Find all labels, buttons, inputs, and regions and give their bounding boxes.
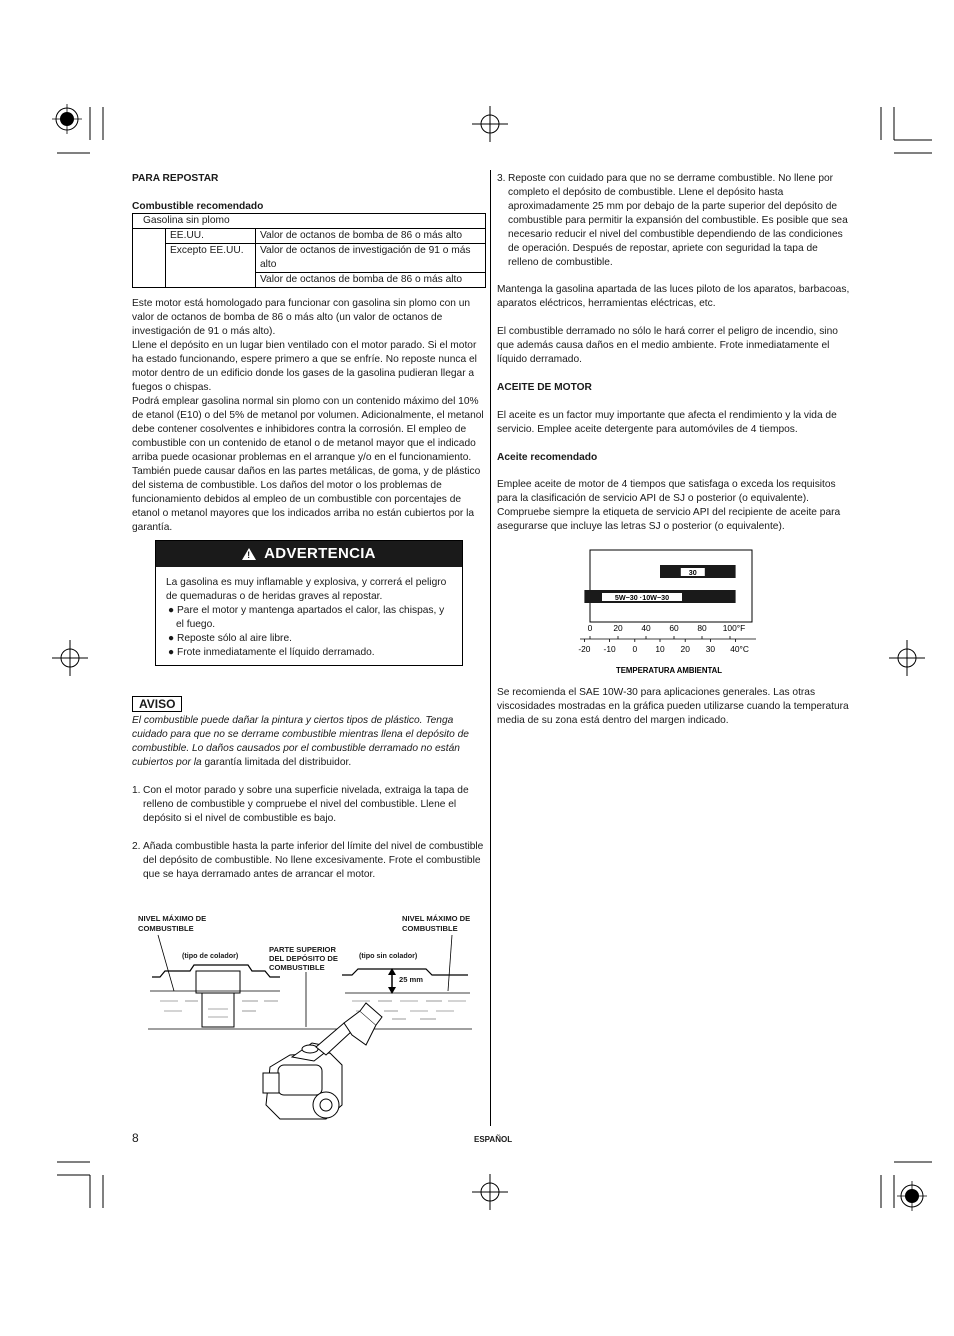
figure-label-tank-top-2: DEL DEPÓSITO DE [269,954,338,963]
tick-label-c: 20 [680,644,690,654]
paragraph-oil-final: Se recomienda el SAE 10W-30 para aplicaciones generales. Las otras viscosidades mostradas en la gráfica pueden utilizarse cuando la temperatura media de su zona está dentro del margen indicado. [497,687,849,726]
oil-bar-label-1: 5W−30 ·10W−30 [614,593,670,602]
paragraph-ventilation: Llene el depósito en un lugar bien ventilado con el motor parado. Si el motor ha estado funcionando, espere primero a que se enfríe. No reposte nunca el motor dentro de un edificio donde los gases de la gasolina pudieran llegar a fuegos o chispas. [132,340,477,393]
tick-label-f: 60 [669,623,679,633]
tick-label-f: 20 [613,623,623,633]
chart-frame [590,550,752,622]
paragraph-homologation: Este motor está homologado para funcionar con gasolina sin plomo con un valor de octanos de bomba de 86 o más alto (un valor de octanos de investigación de 91 o más alto). [132,298,471,337]
tick-label-c: -10 [603,644,616,654]
figure-label-25mm: 25 mm [399,975,424,984]
tick-label-c: 40°C [730,644,749,654]
column-divider [490,170,491,1126]
page-number: 8 [132,1131,139,1145]
table-cell: Valor de octanos de investigación de 91 o más alto [256,244,486,273]
engine-illustration [263,1003,382,1119]
step-1: 1. Con el motor parado y sobre una superficie nivelada, extraiga la tapa de relleno de combustible y compruebe el nivel del combustible. Llene el depósito si el nivel de combustible es bajo. [132,785,469,824]
warning-intro: La gasolina es muy inflamable y explosiva, y correrá el peligro de quemaduras o de heridas graves al repostar. [166,577,447,602]
tick-label-f: 0 [587,623,593,633]
table-cell: Valor de octanos de bomba de 86 o más alto [256,229,486,244]
registration-target-top-left [52,104,82,134]
figure-label-tank-top-3: COMBUSTIBLE [269,963,325,972]
warning-triangle-icon: ! [242,548,256,560]
fuel-level-figure [130,905,488,1130]
warning-list [166,604,452,660]
warning-body [156,567,462,660]
subheading-recommended-fuel: Combustible recomendado [132,201,264,212]
25mm-arrow [388,968,396,994]
footer-language: ESPAÑOL [474,1135,513,1144]
table-cell: Valor de octanos de bomba de 86 o más alto [256,273,486,288]
paragraph-oil: El aceite es un factor muy importante que afecta el rendimiento y la vida de servicio. Emplee aceite detergente para automóviles de 4 tiempos. [497,410,837,435]
tick-label-c: 30 [705,644,716,654]
table-cell: Excepto EE.UU. [166,244,256,288]
figure-label-tank-top-1: PARTE SUPERIOR [269,945,336,954]
warning-bullet: ● Pare el motor y mantenga apartados el calor, las chispas, y el fuego. [168,605,445,630]
figure-label-max-right-2: COMBUSTIBLE [402,924,458,933]
notice-label: AVISO [132,696,182,712]
table-cell: EE.UU. [166,229,256,244]
warning-header [156,541,462,567]
chart-caption: TEMPERATURA AMBIENTAL [615,666,723,675]
tick-label-c: 10 [655,644,665,654]
tick-label-c: 0 [632,644,638,654]
registration-cross-top [472,106,508,142]
section-heading-refuel: PARA REPOSTAR [132,173,219,184]
warning-bullet: ● Frote inmediatamente el líquido derramado. [168,647,375,658]
paragraph-ethanol: Podrá emplear gasolina normal sin plomo con un contenido máximo del 10% de etanol (E10) o del 5% de metanol por volumen. Adicionalmente, el metanol debe contener cosolventes e inhibidores contra la corrosión. El empleo de combustible con un contenido de etanol o de metanol mayor que el indicado arriba puede ocasionar problemas en el arranque y/o en el funcionamiento. También puede causar daños en las partes metálicas, de goma, y de plástico del sistema de combustible. Los daños del motor o los problemas de funcionamiento debidos al empleo de un combustible con porcentajes de etanol o metanol mayores que los indicados arriba no están cubiertos por la garantía. [132,396,484,533]
notice-text [132,714,488,770]
figure-label-strainer: (tipo de colador) [182,951,239,960]
tick-label-f: 100°F [722,623,746,633]
warning-bullet: ● Reposte sólo al aire libre. [168,633,292,644]
figure-label-max-right-1: NIVEL MÁXIMO DE [402,914,471,923]
registration-cross-bottom [472,1174,508,1210]
figure-label-max-left-2: COMBUSTIBLE [138,924,194,933]
registration-cross-right [889,640,925,676]
notice-text-italic: El combustible puede dañar la pintura y ciertos tipos de plástico. Tenga cuidado para que no se derrame combustible mientras llena el depósito de combustible. Lo daños causados por el combustible derramado no están cubiertos por la [132,715,469,768]
step-2: 2. Añada combustible hasta la parte inferior del límite del nivel de combustible del depósito de combustible. No llene excesivamente. Frote el combustible que se haya derramado antes de arrancar el motor. [132,841,484,880]
notice-text-normal: garantía limitada del distribuidor. [201,757,352,768]
registration-cross-left [52,640,88,676]
fuel-spec-table [132,213,486,288]
paragraph-oil-recommendation: Emplee aceite de motor de 4 tiempos que satisfaga o exceda los requisitos para la clasificación de servicio API de SJ o posterior (o equivalente). Compruebe siempre la etiqueta de servicio API del recipiente de aceite para asegurarse que incluye las letras SJ o posterior (o equivalente). [497,479,841,532]
warning-title: ADVERTENCIA [264,545,376,562]
tick-label-f: 80 [697,623,707,633]
registration-target-bottom-right [897,1181,927,1211]
paragraph-spill: El combustible derramado no sólo le hará correr el peligro de incendio, sino que además causa daños en el medio ambiente. Frote inmediatamente el líquido derramado. [497,326,838,365]
figure-label-no-strainer: (tipo sin colador) [359,951,418,960]
table-cell: Gasolina sin plomo [133,214,486,229]
subheading-recommended-oil: Aceite recomendado [497,452,598,463]
warning-box [155,540,463,666]
tick-label-c: -20 [578,644,591,654]
section-heading-engine-oil: ACEITE DE MOTOR [497,382,592,393]
paragraph-pilot-lights: Mantenga la gasolina apartada de las luces piloto de los aparatos, barbacoas, aparatos eléctricos, herramientas eléctricas, etc. [497,284,850,309]
figure-label-max-left-1: NIVEL MÁXIMO DE [138,914,207,923]
table-cell-blank [133,229,166,288]
oil-bar-label-0: 30 [688,568,697,577]
tick-label-f: 40 [641,623,651,633]
oil-viscosity-chart [570,545,770,680]
step-3: 3. Reposte con cuidado para que no se derrame combustible. No llene por completo el depósito de combustible. Llene el depósito hasta aproximadamente 25 mm por debajo de la parte superior del depósito de combustible para permitir la expansión del combustible. Es posible que sea necesario reducir el nivel del combustible dependiendo de las condiciones de operación. Después de repostar, apriete con seguridad la tapa de relleno de combustible. [497,173,848,268]
